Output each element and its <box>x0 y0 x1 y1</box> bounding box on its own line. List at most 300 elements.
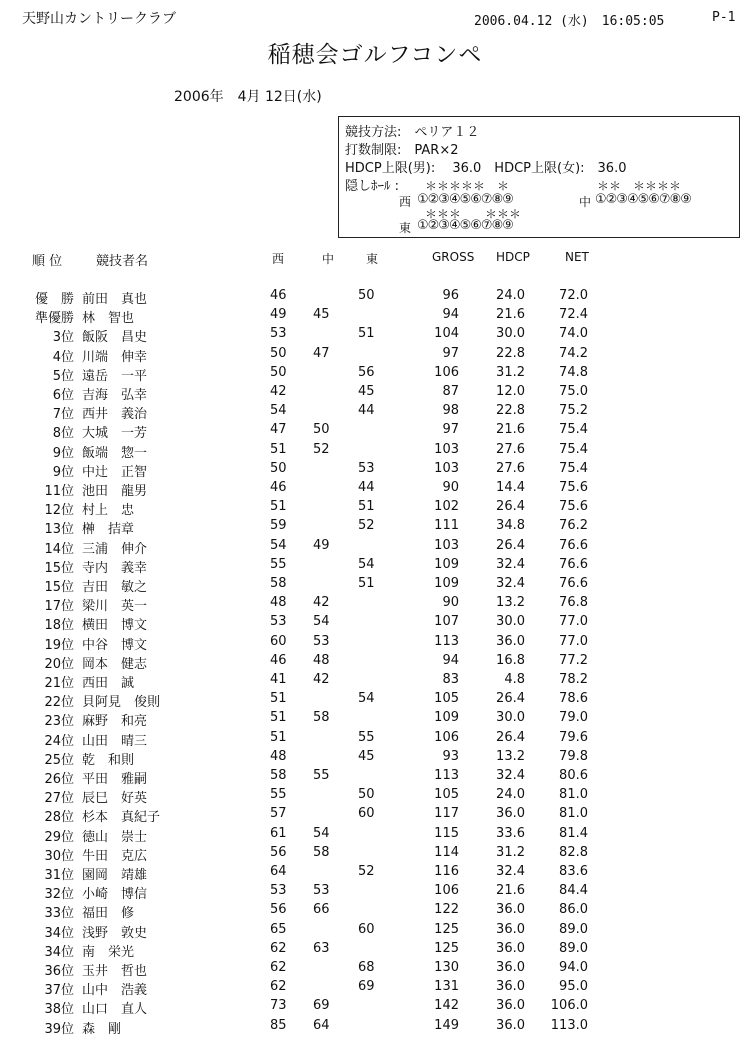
west-score-cell: 51 <box>270 691 287 707</box>
hdcp-cell: 32.4 <box>496 556 525 572</box>
name-cell: 杉本 真紀子 <box>82 810 161 826</box>
name-cell: 中谷 博文 <box>82 637 148 653</box>
hdcp-cell: 32.4 <box>496 576 525 591</box>
table-row <box>0 614 750 632</box>
gross-cell: 97 <box>442 422 459 438</box>
west-score-cell: 85 <box>270 1017 287 1033</box>
table-row <box>0 384 750 402</box>
net-cell: 75.6 <box>559 499 588 515</box>
east-score-cell: 60 <box>358 921 375 937</box>
net-cell: 75.4 <box>559 441 588 457</box>
mid-holes: ①②③④⑤⑥⑦⑧⑨ <box>595 192 691 207</box>
rank-cell: 4位 <box>52 349 74 365</box>
gross-cell: 109 <box>434 710 459 726</box>
hdcp-cell: 16.8 <box>496 652 525 668</box>
net-cell: 76.2 <box>559 518 588 534</box>
hdcp-cell: 13.2 <box>496 748 525 764</box>
net-cell: 77.2 <box>559 652 588 668</box>
net-cell: 76.6 <box>559 556 588 572</box>
table-row <box>0 634 750 652</box>
rank-cell: 28位 <box>44 810 74 826</box>
net-cell: 94.0 <box>559 960 588 975</box>
table-row <box>0 845 750 863</box>
table-row <box>0 442 750 460</box>
mid-score-cell: 66 <box>313 902 330 918</box>
hdcp-cell: 22.8 <box>496 345 525 361</box>
east-score-cell: 45 <box>358 384 375 399</box>
west-score-cell: 54 <box>270 537 287 553</box>
net-cell: 72.4 <box>559 307 588 323</box>
name-cell: 乾 和則 <box>82 752 135 768</box>
west-score-cell: 53 <box>270 326 287 342</box>
print-datetime: 2006.04.12 (水) 16:05:05 <box>474 14 665 29</box>
name-cell: 吉海 弘幸 <box>82 388 148 403</box>
mid-score-cell: 58 <box>313 844 330 860</box>
east-score-cell: 69 <box>358 979 375 995</box>
hdcp-cell: 26.4 <box>496 499 525 515</box>
hdcp-cell: 31.2 <box>496 364 525 380</box>
rank-cell: 7位 <box>52 407 74 423</box>
east-score-cell: 60 <box>358 806 375 822</box>
net-cell: 78.6 <box>559 691 588 707</box>
east-score-cell: 54 <box>358 691 375 707</box>
east-score-cell: 50 <box>358 787 375 803</box>
name-cell: 飯端 惣一 <box>82 445 148 461</box>
west-score-cell: 53 <box>270 883 287 899</box>
west-score-cell: 48 <box>270 595 287 611</box>
west-score-cell: 50 <box>270 364 287 380</box>
east-score-cell: 51 <box>358 576 375 591</box>
hdcp-cell: 36.0 <box>496 902 525 918</box>
net-cell: 78.2 <box>559 672 588 687</box>
mid-score-cell: 54 <box>313 614 330 630</box>
hdcp-cell: 30.0 <box>496 326 525 342</box>
rank-cell: 13位 <box>44 522 74 538</box>
net-cell: 81.0 <box>559 806 588 822</box>
west-score-cell: 51 <box>270 441 287 457</box>
east-score-cell: 51 <box>358 499 375 515</box>
rank-cell: 9位 <box>52 464 74 480</box>
table-row <box>0 941 750 959</box>
col-hdcp: HDCP <box>496 250 530 264</box>
name-cell: 山田 晴三 <box>82 733 148 749</box>
table-row <box>0 595 750 613</box>
table-row <box>0 1018 750 1036</box>
gross-cell: 107 <box>434 614 459 630</box>
east-score-cell: 44 <box>358 403 375 419</box>
table-row <box>0 691 750 709</box>
gross-cell: 94 <box>442 652 459 668</box>
rank-cell: 26位 <box>44 772 74 787</box>
table-row <box>0 710 750 728</box>
hdcp-cell: 24.0 <box>496 288 525 303</box>
hdcp-cell: 34.8 <box>496 518 525 534</box>
rank-cell: 5位 <box>52 368 74 384</box>
hdcp-cell: 22.8 <box>496 403 525 419</box>
table-row <box>0 499 750 517</box>
east-score-cell: 45 <box>358 748 375 764</box>
col-rank: 順 位 <box>32 254 63 269</box>
gross-cell: 106 <box>434 883 459 899</box>
name-cell: 山口 直人 <box>82 1002 148 1018</box>
gross-cell: 113 <box>434 768 459 783</box>
rank-cell: 36位 <box>44 964 74 979</box>
hdcp-cell: 24.0 <box>496 787 525 803</box>
west-holes: ①②③④⑤⑥⑦⑧⑨ <box>417 192 513 207</box>
west-score-cell: 61 <box>270 825 287 841</box>
west-score-cell: 59 <box>270 518 287 534</box>
col-gross: GROSS <box>432 250 475 264</box>
hdcp-cell: 26.4 <box>496 537 525 553</box>
east-score-cell: 68 <box>358 960 375 975</box>
gross-cell: 104 <box>434 326 459 342</box>
name-cell: 榊 拮章 <box>82 522 135 538</box>
hdcp-cell: 36.0 <box>496 806 525 822</box>
name-cell: 平田 雅嗣 <box>82 772 148 787</box>
mid-score-cell: 53 <box>313 883 330 899</box>
gross-cell: 98 <box>442 403 459 419</box>
gross-cell: 109 <box>434 576 459 591</box>
name-cell: 貝阿見 俊則 <box>82 695 161 711</box>
hdcp-cell: 36.0 <box>496 979 525 995</box>
table-row <box>0 922 750 940</box>
hdcp-cell: 4.8 <box>504 672 525 687</box>
gross-cell: 96 <box>442 288 459 303</box>
net-cell: 77.0 <box>559 633 588 649</box>
rank-cell: 12位 <box>44 503 74 519</box>
net-cell: 95.0 <box>559 979 588 995</box>
west-score-cell: 57 <box>270 806 287 822</box>
gross-cell: 90 <box>442 480 459 495</box>
table-row <box>0 979 750 997</box>
rank-cell: 8位 <box>52 426 74 442</box>
name-cell: 林 智也 <box>82 311 135 327</box>
col-net: NET <box>565 250 589 264</box>
rank-cell: 38位 <box>44 1002 74 1018</box>
name-cell: 南 栄光 <box>82 944 135 960</box>
mid-score-cell: 42 <box>313 595 330 611</box>
mid-score-cell: 69 <box>313 998 330 1014</box>
west-score-cell: 46 <box>270 288 287 303</box>
name-cell: 牛田 克広 <box>82 848 148 864</box>
west-score-cell: 48 <box>270 748 287 764</box>
name-cell: 園岡 靖雄 <box>82 868 148 883</box>
gross-cell: 113 <box>434 633 459 649</box>
west-score-cell: 42 <box>270 384 287 399</box>
name-cell: 梁川 英一 <box>82 599 148 615</box>
table-row <box>0 346 750 364</box>
rank-cell: 31位 <box>44 868 74 883</box>
west-score-cell: 55 <box>270 787 287 803</box>
west-score-cell: 73 <box>270 998 287 1014</box>
net-cell: 72.0 <box>559 288 588 303</box>
table-row <box>0 576 750 594</box>
west-score-cell: 46 <box>270 652 287 668</box>
east-score-cell: 56 <box>358 364 375 380</box>
name-cell: 前田 真也 <box>82 292 148 307</box>
hdcp-cell: 13.2 <box>496 595 525 611</box>
east-course-label: 東 <box>399 221 412 235</box>
net-cell: 79.8 <box>559 748 588 764</box>
rank-cell: 23位 <box>44 714 74 730</box>
east-hidden-stars: ＊＊＊ ＊＊＊ <box>425 207 522 221</box>
hdcp-cell: 21.6 <box>496 307 525 323</box>
west-score-cell: 50 <box>270 460 287 476</box>
name-cell: 三浦 伸介 <box>82 541 148 557</box>
net-cell: 75.0 <box>559 384 588 399</box>
net-cell: 86.0 <box>559 902 588 918</box>
table-row <box>0 998 750 1016</box>
gross-cell: 116 <box>434 864 459 879</box>
col-mid: 中 <box>322 252 335 266</box>
hdcp-cell: 30.0 <box>496 614 525 630</box>
table-row <box>0 902 750 920</box>
table-header <box>0 250 750 268</box>
rules-box <box>338 116 740 238</box>
gross-cell: 105 <box>434 691 459 707</box>
name-cell: 福田 修 <box>82 906 135 922</box>
name-cell: 辰巳 好英 <box>82 791 148 807</box>
west-hidden-stars: ＊＊＊＊＊ ＊ <box>425 179 510 193</box>
west-score-cell: 58 <box>270 576 287 591</box>
rank-cell: 準優勝 <box>34 311 74 327</box>
hdcp-cell: 32.4 <box>496 864 525 879</box>
gross-cell: 94 <box>442 307 459 323</box>
east-score-cell: 44 <box>358 480 375 495</box>
gross-cell: 103 <box>434 537 459 553</box>
hdcp-cell: 36.0 <box>496 1017 525 1033</box>
east-holes: ①②③④⑤⑥⑦⑧⑨ <box>417 218 513 233</box>
net-cell: 75.4 <box>559 422 588 438</box>
name-cell: 玉井 哲也 <box>82 964 148 979</box>
table-row <box>0 403 750 421</box>
table-row <box>0 653 750 671</box>
name-cell: 池田 龍男 <box>82 484 148 499</box>
page-number: P-1 <box>712 10 736 25</box>
hdcp-cell: 31.2 <box>496 844 525 860</box>
col-west: 西 <box>272 252 285 266</box>
table-row <box>0 806 750 824</box>
gross-cell: 103 <box>434 460 459 476</box>
name-cell: 岡本 健志 <box>82 656 148 672</box>
gross-cell: 97 <box>442 345 459 361</box>
col-name: 競技者名 <box>96 254 149 269</box>
net-cell: 76.6 <box>559 576 588 591</box>
gross-cell: 111 <box>434 518 459 534</box>
net-cell: 75.6 <box>559 480 588 495</box>
hdcp-cell: 14.4 <box>496 480 525 495</box>
gross-cell: 130 <box>434 960 459 975</box>
name-cell: 寺内 義幸 <box>82 560 148 576</box>
rank-cell: 11位 <box>44 484 74 499</box>
gross-cell: 109 <box>434 556 459 572</box>
gross-cell: 125 <box>434 940 459 956</box>
gross-cell: 149 <box>434 1017 459 1033</box>
gross-cell: 102 <box>434 499 459 515</box>
east-score-cell: 54 <box>358 556 375 572</box>
rule-stroke-limit: 打数制限: PAR×2 <box>345 143 459 158</box>
name-cell: 中辻 正智 <box>82 464 148 480</box>
net-cell: 89.0 <box>559 940 588 956</box>
rank-cell: 6位 <box>52 388 74 403</box>
table-row <box>0 768 750 786</box>
name-cell: 西田 誠 <box>82 676 135 691</box>
west-score-cell: 62 <box>270 979 287 995</box>
west-score-cell: 58 <box>270 768 287 783</box>
net-cell: 76.8 <box>559 595 588 611</box>
name-cell: 大城 一芳 <box>82 426 148 442</box>
table-row <box>0 883 750 901</box>
rule-method: 競技方法: ペリア１２ <box>345 125 480 140</box>
hdcp-cell: 27.6 <box>496 441 525 457</box>
mid-score-cell: 64 <box>313 1017 330 1033</box>
mid-hidden-stars: ＊＊ ＊＊＊＊ <box>597 179 682 193</box>
gross-cell: 115 <box>434 825 459 841</box>
hdcp-cell: 33.6 <box>496 825 525 841</box>
mid-score-cell: 54 <box>313 825 330 841</box>
west-score-cell: 41 <box>270 672 287 687</box>
hdcp-cell: 21.6 <box>496 883 525 899</box>
mid-score-cell: 53 <box>313 633 330 649</box>
hdcp-cell: 36.0 <box>496 960 525 975</box>
club-name: 天野山カントリークラブ <box>22 11 176 27</box>
name-cell: 飯阪 昌史 <box>82 330 148 346</box>
east-score-cell: 52 <box>358 518 375 534</box>
gross-cell: 131 <box>434 979 459 995</box>
west-score-cell: 49 <box>270 307 287 323</box>
table-row <box>0 787 750 805</box>
west-score-cell: 60 <box>270 633 287 649</box>
col-east: 東 <box>366 252 379 266</box>
east-score-cell: 51 <box>358 326 375 342</box>
rank-cell: 29位 <box>44 829 74 845</box>
gross-cell: 117 <box>434 806 459 822</box>
name-cell: 遠岳 一平 <box>82 368 148 384</box>
table-row <box>0 307 750 325</box>
table-row <box>0 730 750 748</box>
net-cell: 74.2 <box>559 345 588 361</box>
mid-score-cell: 48 <box>313 652 330 668</box>
rank-cell: 19位 <box>44 637 74 653</box>
west-score-cell: 56 <box>270 902 287 918</box>
east-score-cell: 52 <box>358 864 375 879</box>
mid-score-cell: 55 <box>313 768 330 783</box>
name-cell: 徳山 崇士 <box>82 829 148 845</box>
net-cell: 81.0 <box>559 787 588 803</box>
rank-cell: 3位 <box>52 330 74 346</box>
net-cell: 77.0 <box>559 614 588 630</box>
name-cell: 川端 伸幸 <box>82 349 148 365</box>
west-score-cell: 62 <box>270 960 287 975</box>
name-cell: 小崎 博信 <box>82 887 148 903</box>
mid-score-cell: 63 <box>313 940 330 956</box>
west-score-cell: 50 <box>270 345 287 361</box>
east-score-cell: 50 <box>358 288 375 303</box>
gross-cell: 103 <box>434 441 459 457</box>
hdcp-cell: 36.0 <box>496 940 525 956</box>
rank-cell: 14位 <box>44 541 74 557</box>
rank-cell: 15位 <box>44 560 74 576</box>
net-cell: 84.4 <box>559 883 588 899</box>
net-cell: 74.8 <box>559 364 588 380</box>
hdcp-cell: 36.0 <box>496 921 525 937</box>
net-cell: 113.0 <box>550 1017 588 1033</box>
net-cell: 76.6 <box>559 537 588 553</box>
rule-hdcp-limit: HDCP上限(男): 36.0 HDCP上限(女): 36.0 <box>345 161 627 176</box>
gross-cell: 125 <box>434 921 459 937</box>
gross-cell: 122 <box>434 902 459 918</box>
west-score-cell: 54 <box>270 403 287 419</box>
rank-cell: 22位 <box>44 695 74 711</box>
rank-cell: 優 勝 <box>34 292 74 307</box>
gross-cell: 114 <box>434 844 459 860</box>
rank-cell: 20位 <box>44 656 74 672</box>
name-cell: 吉田 敏之 <box>82 580 148 595</box>
east-score-cell: 55 <box>358 729 375 745</box>
rank-cell: 39位 <box>44 1021 74 1037</box>
mid-course-label: 中 <box>579 195 592 209</box>
east-score-cell: 53 <box>358 460 375 476</box>
table-row <box>0 422 750 440</box>
hdcp-cell: 27.6 <box>496 460 525 476</box>
name-cell: 浅野 敦史 <box>82 925 148 941</box>
hdcp-cell: 36.0 <box>496 633 525 649</box>
rank-cell: 34位 <box>44 944 74 960</box>
table-row <box>0 864 750 882</box>
rank-cell: 32位 <box>44 887 74 903</box>
net-cell: 79.6 <box>559 729 588 745</box>
rank-cell: 9位 <box>52 445 74 461</box>
hdcp-cell: 32.4 <box>496 768 525 783</box>
table-row <box>0 326 750 344</box>
table-row <box>0 288 750 306</box>
name-cell: 麻野 和亮 <box>82 714 148 730</box>
mid-score-cell: 58 <box>313 710 330 726</box>
hdcp-cell: 21.6 <box>496 422 525 438</box>
rank-cell: 24位 <box>44 733 74 749</box>
name-cell: 横田 博文 <box>82 618 148 634</box>
hdcp-cell: 26.4 <box>496 729 525 745</box>
gross-cell: 142 <box>434 998 459 1014</box>
table-row <box>0 518 750 536</box>
mid-score-cell: 42 <box>313 672 330 687</box>
hdcp-cell: 30.0 <box>496 710 525 726</box>
name-cell: 村上 忠 <box>82 503 135 519</box>
rank-cell: 33位 <box>44 906 74 922</box>
net-cell: 89.0 <box>559 921 588 937</box>
west-course-label: 西 <box>399 195 412 209</box>
rank-cell: 30位 <box>44 848 74 864</box>
mid-score-cell: 52 <box>313 441 330 457</box>
net-cell: 81.4 <box>559 825 588 841</box>
mid-score-cell: 49 <box>313 537 330 553</box>
page-title: 稲穂会ゴルフコンペ <box>267 42 483 68</box>
mid-score-cell: 50 <box>313 422 330 438</box>
hdcp-cell: 12.0 <box>496 384 525 399</box>
rule-hidden-holes-label: 隠しﾎｰﾙ : <box>345 179 400 194</box>
west-score-cell: 55 <box>270 556 287 572</box>
gross-cell: 105 <box>434 787 459 803</box>
net-cell: 74.0 <box>559 326 588 342</box>
gross-cell: 106 <box>434 729 459 745</box>
rank-cell: 18位 <box>44 618 74 634</box>
table-row <box>0 672 750 690</box>
name-cell: 山中 浩義 <box>82 983 148 999</box>
table-row <box>0 960 750 978</box>
rank-cell: 37位 <box>44 983 74 999</box>
event-date: 2006年 4月 12日(水) <box>174 89 322 105</box>
west-score-cell: 62 <box>270 940 287 956</box>
